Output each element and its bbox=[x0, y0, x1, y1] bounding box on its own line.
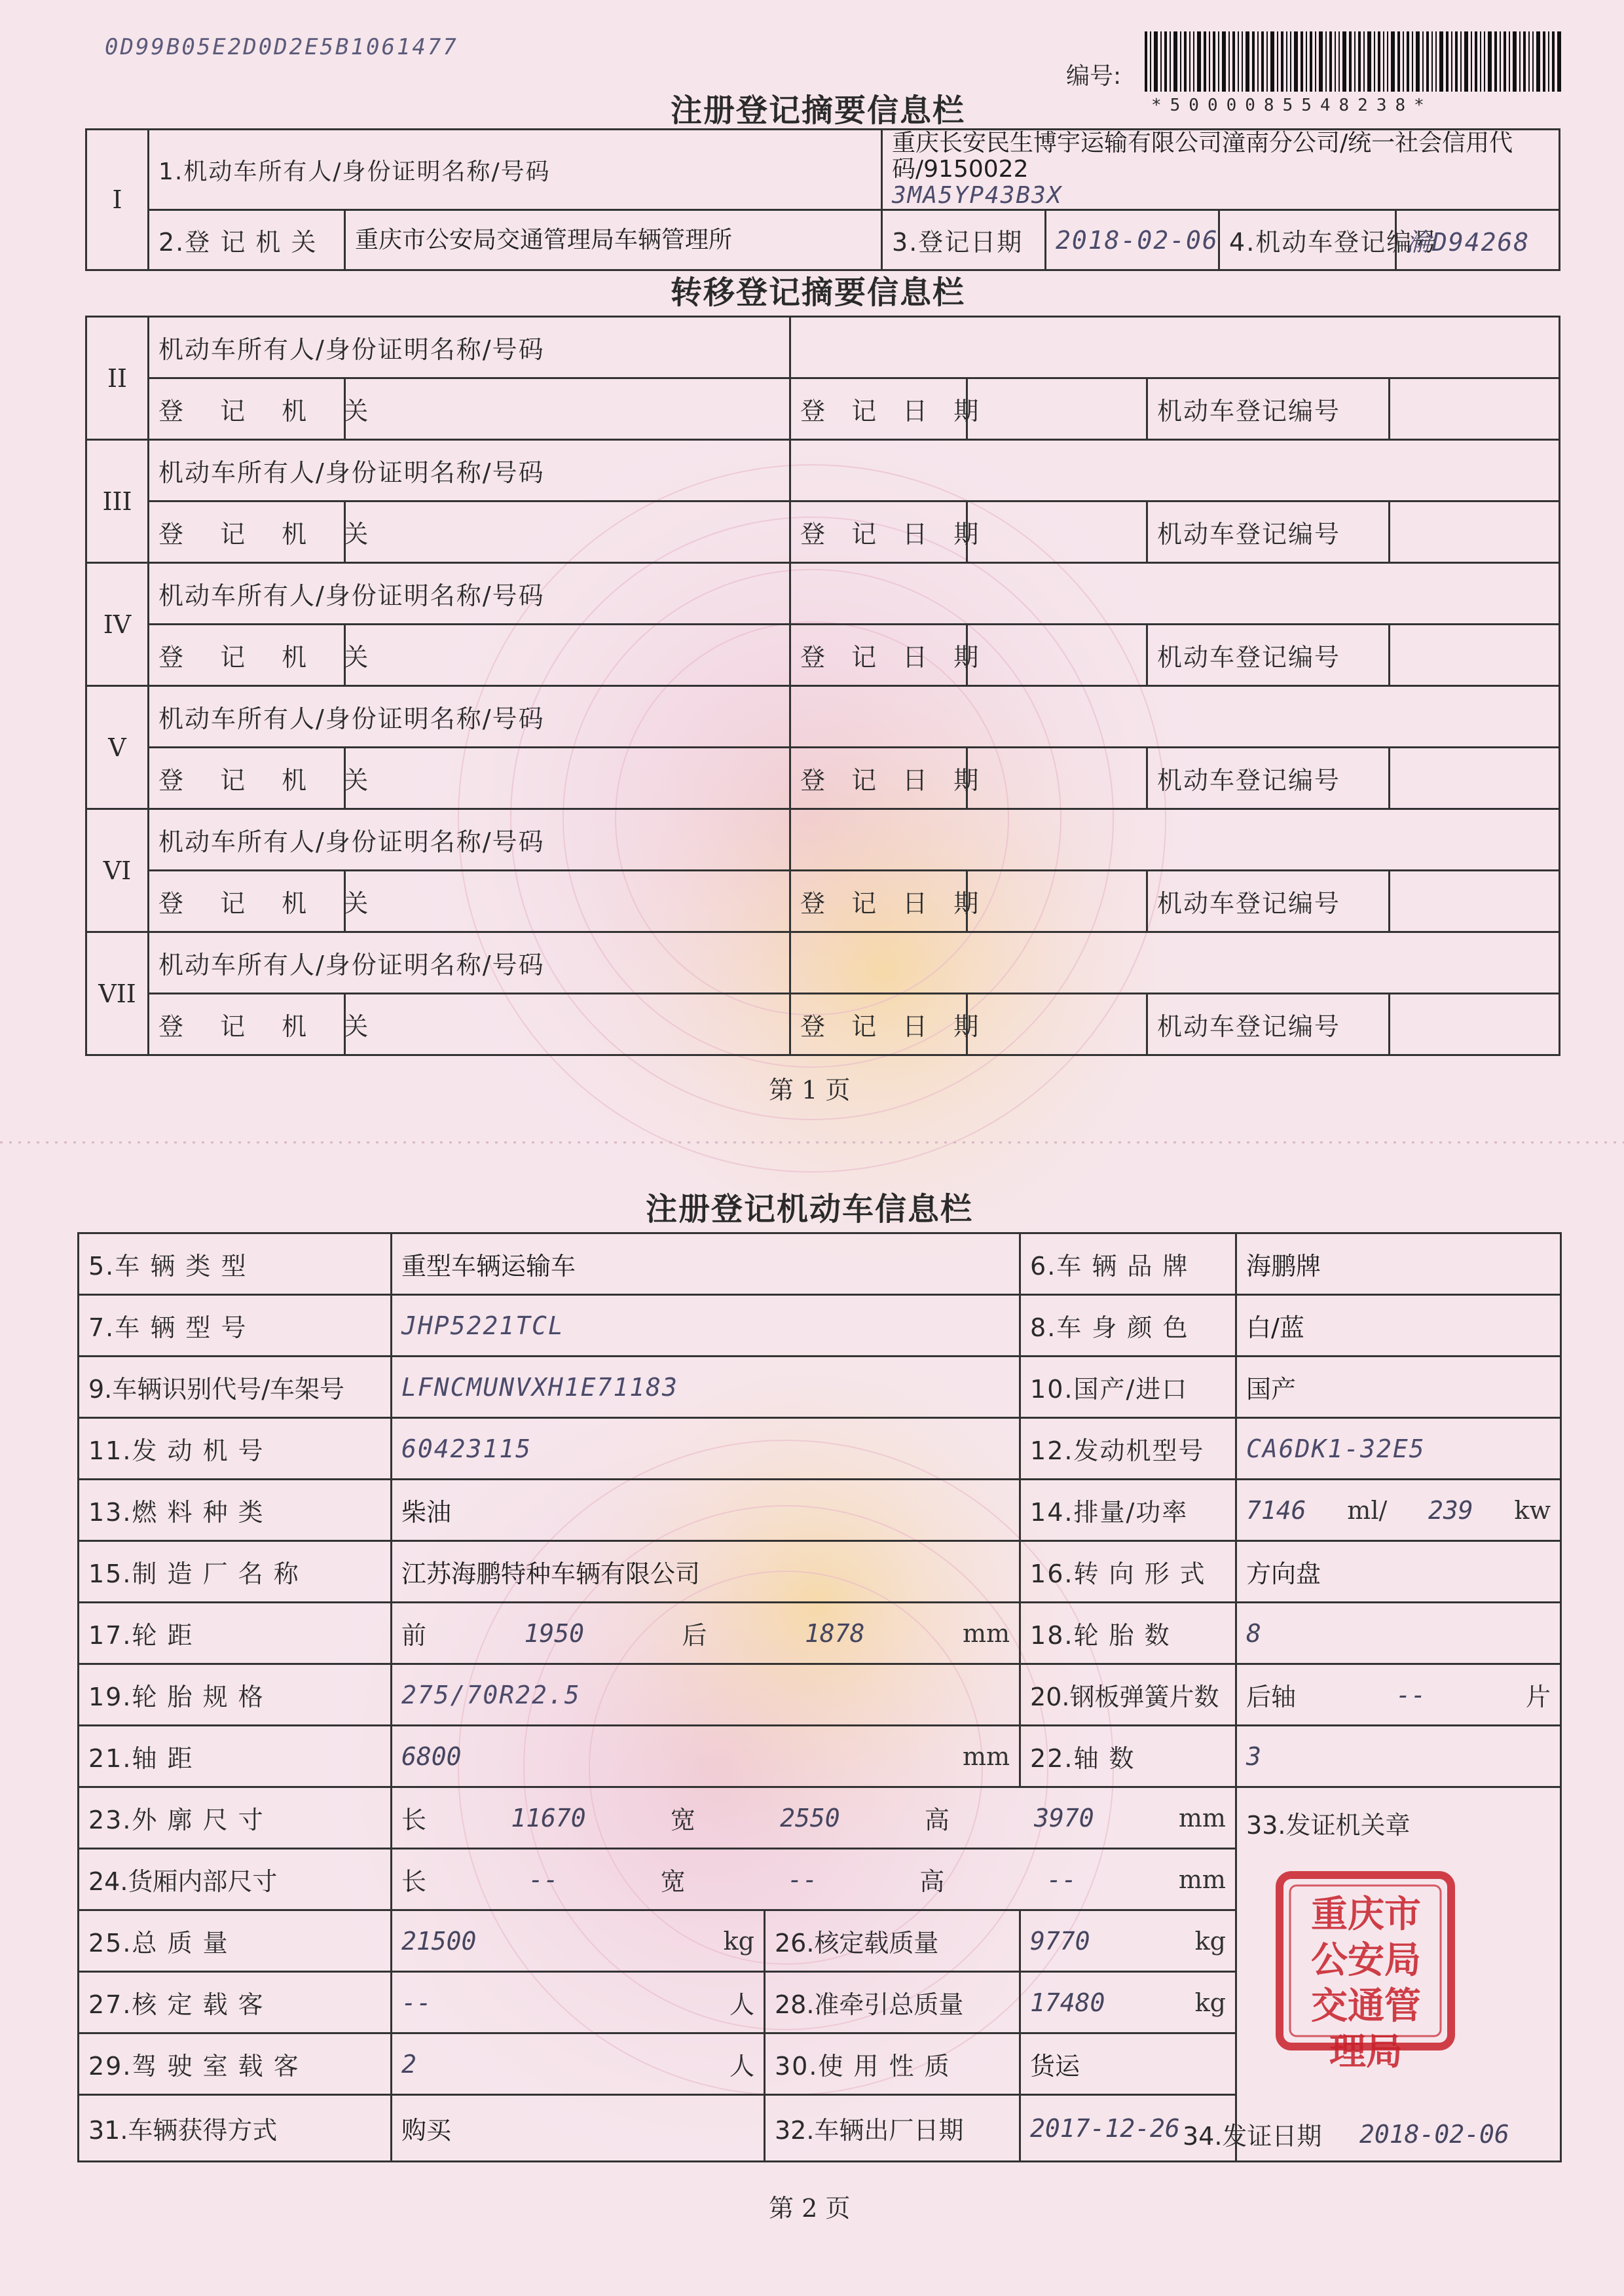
regno-value: 渝D94268 bbox=[1396, 210, 1560, 270]
transfer-owner-value bbox=[790, 317, 1560, 378]
f24-height: -- bbox=[1046, 1865, 1077, 1894]
authority-value: 重庆市公安局交通管理局车辆管理所 bbox=[345, 210, 882, 270]
date-value: 2018-02-06 bbox=[1046, 210, 1219, 270]
page-number-2: 第 2 页 bbox=[769, 2194, 851, 2223]
f29-value: 2 bbox=[401, 2049, 416, 2079]
transfer-owner-label: 机动车所有人/身份证明名称/号码 bbox=[149, 686, 790, 748]
transfer-roman: VI bbox=[86, 809, 149, 932]
f19-value: 275/70R22.5 bbox=[392, 1664, 1020, 1726]
f12-label: 12.发动机型号 bbox=[1020, 1418, 1236, 1480]
f24-length: -- bbox=[528, 1865, 559, 1894]
transfer-date-label: 登 记 日 期 bbox=[790, 378, 967, 440]
f23-length-label: 长 bbox=[401, 1806, 427, 1834]
f34-value: 2018-02-06 bbox=[1359, 2120, 1509, 2149]
transfer-regno-value bbox=[1390, 871, 1560, 932]
f20-prefix: 后轴 bbox=[1246, 1683, 1297, 1711]
f16-label: 16.转 向 形 式 bbox=[1020, 1541, 1236, 1603]
f27-label: 27.核 定 载 客 bbox=[79, 1972, 392, 2033]
f9-value: LFNCMUNVXH1E71183 bbox=[392, 1357, 1020, 1418]
owner-label: 1.机动车所有人/身份证明名称/号码 bbox=[149, 130, 882, 210]
registration-summary-title: 注册登记摘要信息栏 bbox=[671, 92, 966, 129]
transfer-regno-value bbox=[1390, 625, 1560, 686]
f18-value: 8 bbox=[1236, 1603, 1561, 1664]
transfer-roman: II bbox=[86, 317, 149, 440]
f22-value: 3 bbox=[1236, 1726, 1561, 1787]
f12-value: CA6DK1-32E5 bbox=[1236, 1418, 1561, 1480]
transfer-regno-label: 机动车登记编号 bbox=[1147, 871, 1390, 932]
f30-value: 货运 bbox=[1020, 2033, 1236, 2095]
transfer-row-authority bbox=[86, 748, 1560, 809]
transfer-roman: VII bbox=[86, 932, 149, 1055]
transfer-authority-label: 登 记 机 关 bbox=[149, 748, 345, 809]
transfer-date-label: 登 记 日 期 bbox=[790, 994, 967, 1055]
f16-value: 方向盘 bbox=[1236, 1541, 1561, 1603]
f27-unit: 人 bbox=[729, 1990, 754, 2019]
transfer-row-authority bbox=[86, 994, 1560, 1055]
official-seal-text: 重庆市公安局交通管理局 bbox=[1311, 1893, 1421, 2073]
transfer-roman: V bbox=[86, 686, 149, 809]
transfer-date-value bbox=[967, 748, 1147, 809]
transfer-regno-label: 机动车登记编号 bbox=[1147, 501, 1390, 563]
f14-ml-unit: ml/ bbox=[1347, 1495, 1388, 1525]
f6-value: 海鹏牌 bbox=[1236, 1233, 1561, 1295]
transfer-row-owner bbox=[86, 440, 1560, 501]
transfer-authority-value bbox=[345, 378, 790, 440]
f14-power: 239 bbox=[1428, 1495, 1473, 1525]
transfer-authority-value bbox=[345, 625, 790, 686]
transfer-authority-value bbox=[345, 871, 790, 932]
transfer-date-label: 登 记 日 期 bbox=[790, 748, 967, 809]
transfer-summary-table bbox=[85, 316, 1560, 1056]
transfer-date-value bbox=[967, 378, 1147, 440]
owner-value-line2: 3MA5YP43B3X bbox=[892, 182, 1063, 209]
f7-value: JHP5221TCL bbox=[392, 1295, 1020, 1357]
transfer-owner-value bbox=[790, 440, 1560, 501]
f23-label: 23.外 廓 尺 寸 bbox=[79, 1787, 392, 1849]
transfer-regno-value bbox=[1390, 994, 1560, 1055]
transfer-owner-label: 机动车所有人/身份证明名称/号码 bbox=[149, 932, 790, 994]
f5-label: 5.车 辆 类 型 bbox=[79, 1233, 392, 1295]
f31-value: 购买 bbox=[392, 2095, 765, 2162]
transfer-date-label: 登 记 日 期 bbox=[790, 871, 967, 932]
transfer-date-label: 登 记 日 期 bbox=[790, 625, 967, 686]
f8-value: 白/蓝 bbox=[1236, 1295, 1561, 1357]
transfer-owner-label: 机动车所有人/身份证明名称/号码 bbox=[149, 440, 790, 501]
f10-value: 国产 bbox=[1236, 1357, 1561, 1418]
transfer-owner-label: 机动车所有人/身份证明名称/号码 bbox=[149, 809, 790, 871]
f23-width-label: 宽 bbox=[670, 1806, 695, 1834]
transfer-regno-value bbox=[1390, 748, 1560, 809]
f29-label: 29.驾 驶 室 载 客 bbox=[79, 2033, 392, 2095]
transfer-summary-title: 转移登记摘要信息栏 bbox=[671, 274, 966, 311]
transfer-row-owner bbox=[86, 809, 1560, 871]
f23-height-label: 高 bbox=[924, 1806, 950, 1834]
transfer-owner-value bbox=[790, 809, 1560, 871]
f14-displacement: 7146 bbox=[1246, 1495, 1306, 1525]
transfer-regno-label: 机动车登记编号 bbox=[1147, 625, 1390, 686]
f5-value: 重型车辆运输车 bbox=[392, 1233, 1020, 1295]
f24-label: 24.货厢内部尺寸 bbox=[79, 1849, 392, 1910]
f8-label: 8.车 身 颜 色 bbox=[1020, 1295, 1236, 1357]
f17-front: 1950 bbox=[524, 1618, 584, 1648]
f17-label: 17.轮 距 bbox=[79, 1603, 392, 1664]
f14-kw-unit: kw bbox=[1514, 1495, 1551, 1525]
authority-label: 2.登 记 机 关 bbox=[149, 210, 345, 270]
transfer-authority-label: 登 记 机 关 bbox=[149, 625, 345, 686]
transfer-row-authority bbox=[86, 871, 1560, 932]
transfer-authority-label: 登 记 机 关 bbox=[149, 378, 345, 440]
transfer-row-owner bbox=[86, 932, 1560, 994]
f28-value: 17480 bbox=[1030, 1988, 1105, 2017]
f28-label: 28.准牵引总质量 bbox=[765, 1972, 1020, 2033]
barcode-label: 编号: bbox=[1066, 63, 1122, 90]
f17-rear-label: 后 bbox=[682, 1621, 707, 1650]
transfer-row-owner bbox=[86, 563, 1560, 625]
transfer-roman: III bbox=[86, 440, 149, 563]
transfer-regno-value bbox=[1390, 501, 1560, 563]
f32-value: 2017-12-26 bbox=[1020, 2095, 1236, 2162]
f24-width-label: 宽 bbox=[660, 1867, 686, 1896]
f33-label: 33.发证机关章 bbox=[1246, 1811, 1411, 1840]
transfer-owner-value bbox=[790, 932, 1560, 994]
f21-label: 21.轴 距 bbox=[79, 1726, 392, 1787]
f26-label: 26.核定载质量 bbox=[765, 1910, 1020, 1972]
transfer-row-owner bbox=[86, 317, 1560, 378]
transfer-owner-value bbox=[790, 686, 1560, 748]
transfer-authority-label: 登 记 机 关 bbox=[149, 501, 345, 563]
f14-label: 14.排量/功率 bbox=[1020, 1480, 1236, 1541]
f15-value: 江苏海鹏特种车辆有限公司 bbox=[392, 1541, 1020, 1603]
f24-unit: mm bbox=[1178, 1865, 1226, 1894]
f6-label: 6.车 辆 品 牌 bbox=[1020, 1233, 1236, 1295]
f19-label: 19.轮 胎 规 格 bbox=[79, 1664, 392, 1726]
f17-front-label: 前 bbox=[401, 1621, 427, 1650]
transfer-owner-value bbox=[790, 563, 1560, 625]
f13-label: 13.燃 料 种 类 bbox=[79, 1480, 392, 1541]
f10-label: 10.国产/进口 bbox=[1020, 1357, 1236, 1418]
f17-unit: mm bbox=[962, 1618, 1010, 1648]
f20-unit: 片 bbox=[1525, 1683, 1551, 1711]
f24-width: -- bbox=[787, 1865, 818, 1894]
transfer-date-label: 登 记 日 期 bbox=[790, 501, 967, 563]
f17-rear: 1878 bbox=[804, 1618, 865, 1648]
section-roman: I bbox=[86, 130, 149, 270]
transfer-regno-label: 机动车登记编号 bbox=[1147, 994, 1390, 1055]
transfer-authority-value bbox=[345, 501, 790, 563]
f25-label: 25.总 质 量 bbox=[79, 1910, 392, 1972]
f25-value: 21500 bbox=[401, 1926, 477, 1956]
transfer-authority-label: 登 记 机 关 bbox=[149, 871, 345, 932]
f31-label: 31.车辆获得方式 bbox=[79, 2095, 392, 2162]
barcode-number: *5000085548238* bbox=[1151, 96, 1433, 115]
date-label: 3.登记日期 bbox=[882, 210, 1046, 270]
f28-unit: kg bbox=[1194, 1988, 1227, 2017]
f26-value: 9770 bbox=[1030, 1926, 1090, 1956]
f11-label: 11.发 动 机 号 bbox=[79, 1418, 392, 1480]
f11-value: 60423115 bbox=[392, 1418, 1020, 1480]
transfer-owner-label: 机动车所有人/身份证明名称/号码 bbox=[149, 317, 790, 378]
f15-label: 15.制 造 厂 名 称 bbox=[79, 1541, 392, 1603]
transfer-date-value bbox=[967, 994, 1147, 1055]
transfer-row-authority bbox=[86, 378, 1560, 440]
transfer-roman: IV bbox=[86, 563, 149, 686]
transfer-authority-value bbox=[345, 994, 790, 1055]
f26-unit: kg bbox=[1194, 1926, 1227, 1956]
f21-value: 6800 bbox=[401, 1741, 462, 1771]
f25-unit: kg bbox=[723, 1926, 754, 1956]
registration-summary-table bbox=[85, 128, 1560, 271]
f23-length: 11670 bbox=[511, 1803, 586, 1832]
f18-label: 18.轮 胎 数 bbox=[1020, 1603, 1236, 1664]
regno-label: 4.机动车登记编号 bbox=[1219, 210, 1396, 270]
f27-value: -- bbox=[401, 1988, 432, 2017]
transfer-row-authority bbox=[86, 501, 1560, 563]
official-seal bbox=[1270, 1866, 1460, 2056]
transfer-authority-value bbox=[345, 748, 790, 809]
transfer-row-authority bbox=[86, 625, 1560, 686]
f30-label: 30.使 用 性 质 bbox=[765, 2033, 1020, 2095]
f23-width: 2550 bbox=[780, 1803, 840, 1832]
f23-unit: mm bbox=[1178, 1803, 1226, 1832]
f9-label: 9.车辆识别代号/车架号 bbox=[79, 1357, 392, 1418]
barcode bbox=[1145, 31, 1561, 92]
transfer-row-owner bbox=[86, 686, 1560, 748]
f13-value: 柴油 bbox=[392, 1480, 1020, 1541]
f20-label: 20.钢板弹簧片数 bbox=[1020, 1664, 1236, 1726]
f21-unit: mm bbox=[962, 1741, 1010, 1771]
transfer-regno-value bbox=[1390, 378, 1560, 440]
document-serial: 0D99B05E2D0D2E5B1061477 bbox=[105, 34, 458, 60]
transfer-regno-label: 机动车登记编号 bbox=[1147, 378, 1390, 440]
f20-value: -- bbox=[1395, 1680, 1426, 1709]
transfer-date-value bbox=[967, 871, 1147, 932]
f24-length-label: 长 bbox=[401, 1867, 427, 1896]
f34-label: 34.发证日期 bbox=[1183, 2122, 1322, 2151]
f32-label: 32.车辆出厂日期 bbox=[765, 2095, 1020, 2162]
f22-label: 22.轴 数 bbox=[1020, 1726, 1236, 1787]
transfer-owner-label: 机动车所有人/身份证明名称/号码 bbox=[149, 563, 790, 625]
transfer-regno-label: 机动车登记编号 bbox=[1147, 748, 1390, 809]
f24-height-label: 高 bbox=[919, 1867, 945, 1896]
f29-unit: 人 bbox=[729, 2052, 754, 2081]
f23-height: 3970 bbox=[1034, 1803, 1094, 1832]
transfer-date-value bbox=[967, 501, 1147, 563]
transfer-authority-label: 登 记 机 关 bbox=[149, 994, 345, 1055]
f7-label: 7.车 辆 型 号 bbox=[79, 1295, 392, 1357]
transfer-date-value bbox=[967, 625, 1147, 686]
page-number-1: 第 1 页 bbox=[769, 1076, 851, 1104]
vehicle-info-title: 注册登记机动车信息栏 bbox=[646, 1191, 974, 1228]
owner-value-line1: 重庆长安民生博宇运输有限公司潼南分公司/统一社会信用代码/9150022 bbox=[892, 130, 1513, 183]
